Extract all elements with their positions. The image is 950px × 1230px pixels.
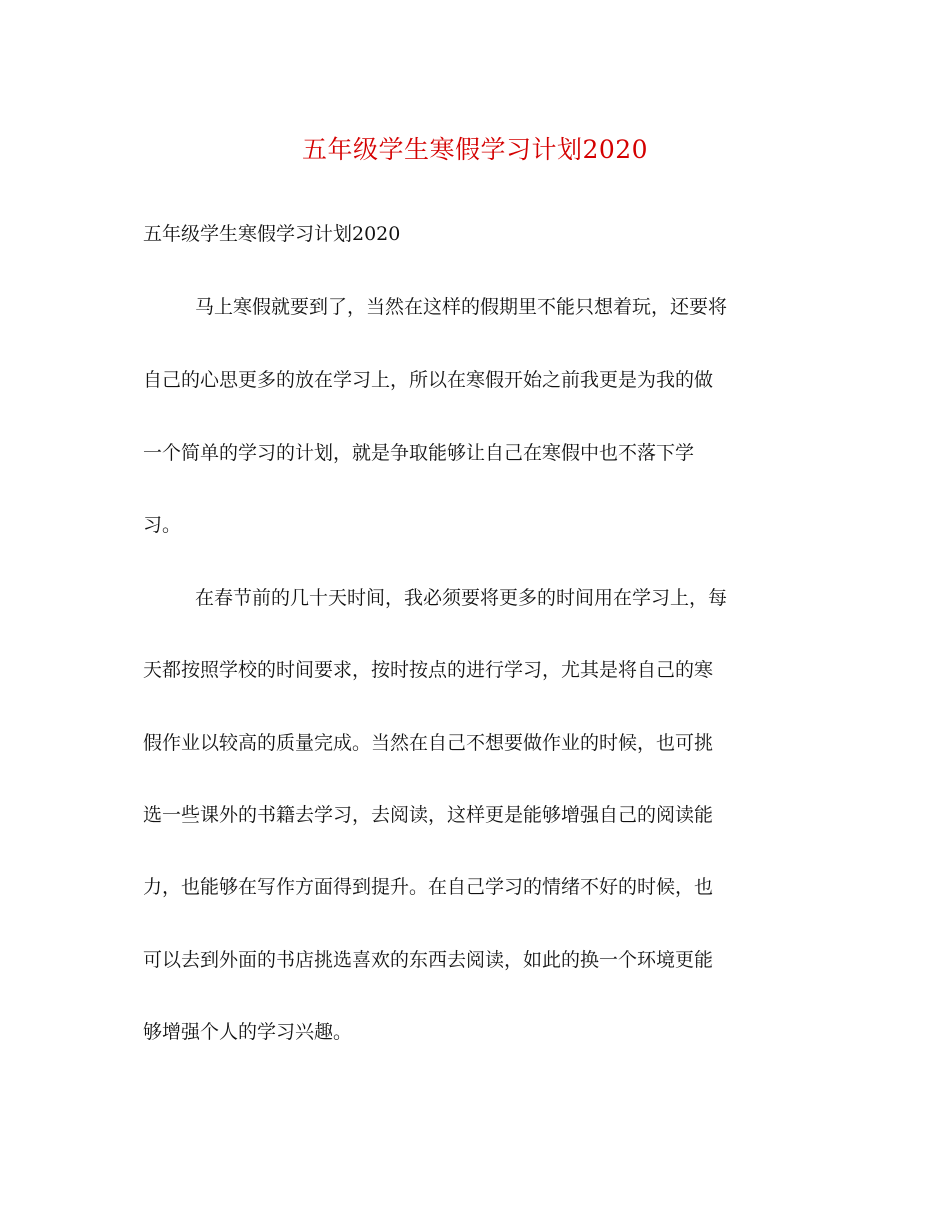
paragraph-1-line-3: 一个简单的学习的计划，就是争取能够让自己在寒假中也不落下学 (143, 442, 695, 464)
paragraph-2-line-6: 可以去到外面的书店挑选喜欢的东西去阅读，如此的换一个环境更能 (143, 949, 714, 971)
paragraph-2-line-4: 选一些课外的书籍去学习，去阅读，这样更是能够增强自己的阅读能 (143, 804, 714, 826)
paragraph-1-line-2: 自己的心思更多的放在学习上，所以在寒假开始之前我更是为我的做 (143, 369, 714, 391)
paragraph-2-line-5: 力，也能够在写作方面得到提升。在自己学习的情绪不好的时候，也 (143, 876, 714, 898)
paragraph-2-line-3: 假作业以较高的质量完成。当然在自己不想要做作业的时候，也可挑 (143, 732, 714, 754)
paragraph-2-line-2: 天都按照学校的时间要求，按时按点的进行学习，尤其是将自己的寒 (143, 659, 714, 681)
document-subtitle: 五年级学生寒假学习计划2020 (143, 223, 401, 245)
paragraph-2-line-7: 够增强个人的学习兴趣。 (143, 1021, 353, 1043)
paragraph-1-line-1: 马上寒假就要到了，当然在这样的假期里不能只想着玩，还要将 (195, 296, 728, 318)
document-title: 五年级学生寒假学习计划2020 (301, 135, 649, 164)
paragraph-2-line-1: 在春节前的几十天时间，我必须要将更多的时间用在学习上，每 (195, 587, 728, 609)
paragraph-1-line-4: 习。 (143, 514, 182, 536)
